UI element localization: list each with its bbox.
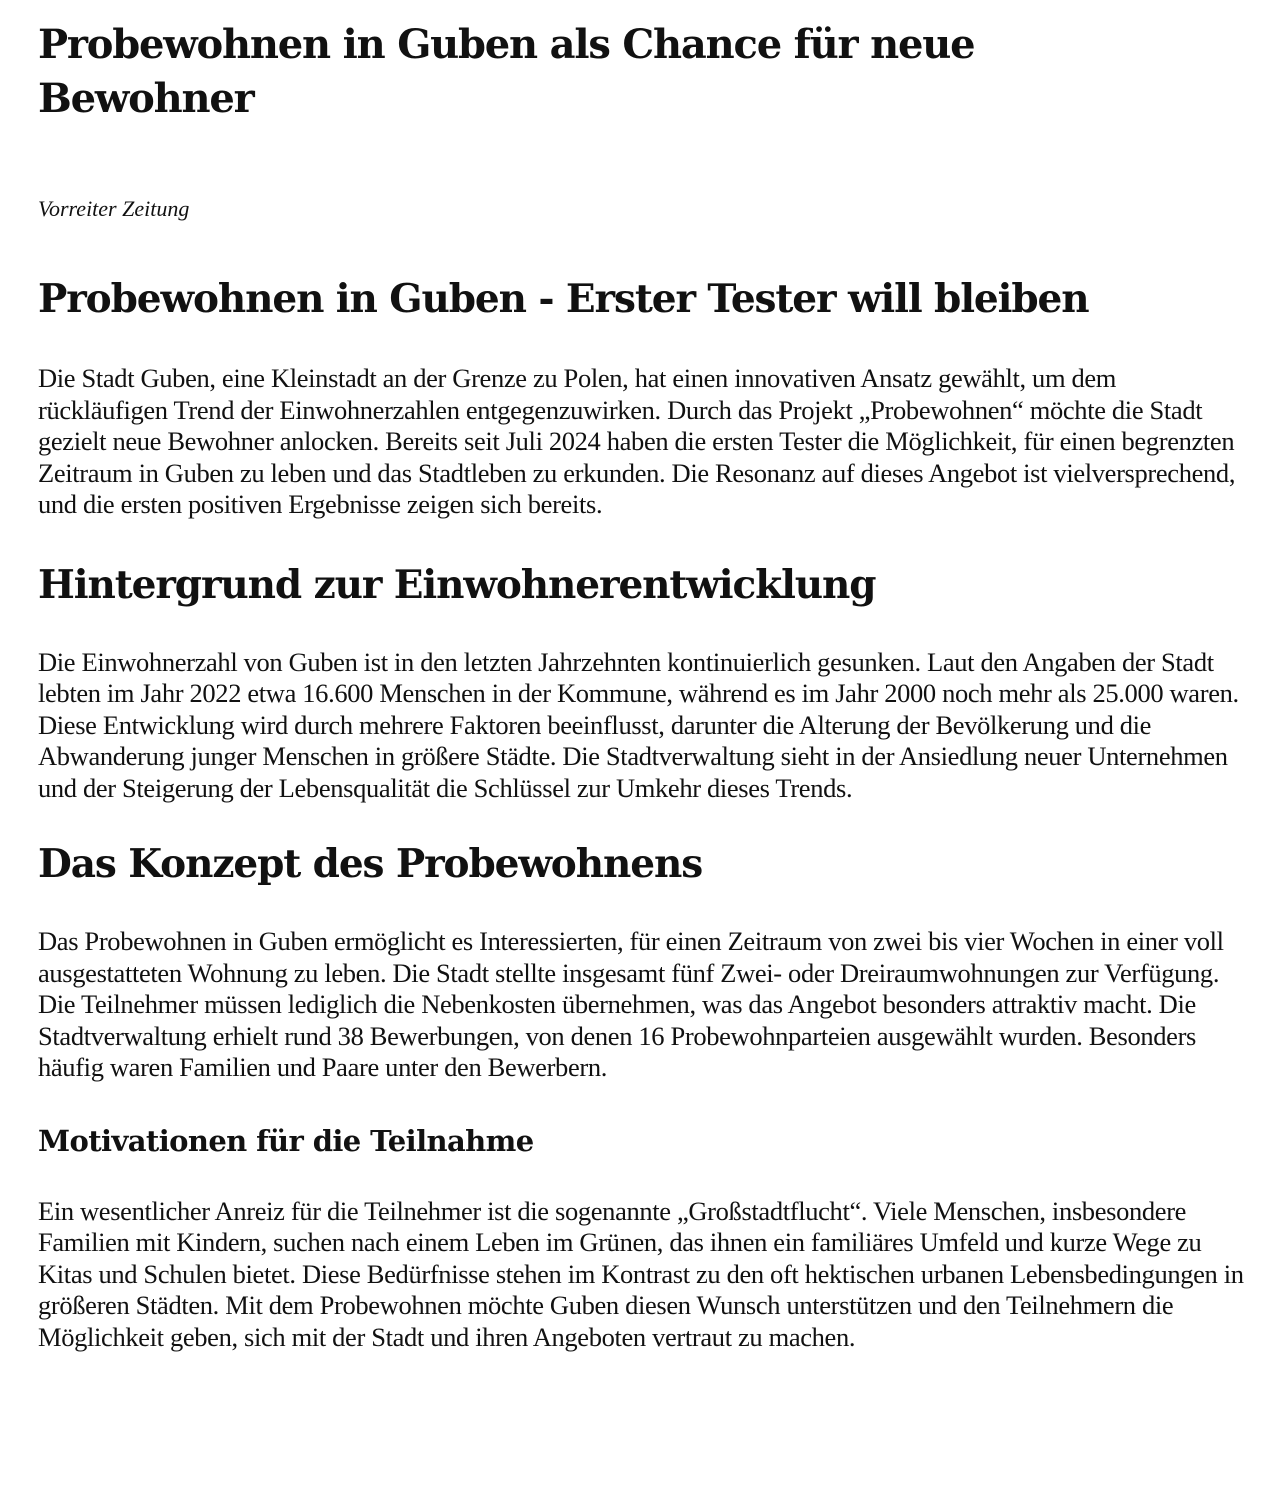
section-text-hintergrund: Die Einwohnerzahl von Guben ist in den letzten Jahrzehnten kontinuierlich gesunken. Laut den Angaben der Stadt lebten im Jahr 2022 etwa 16.600 Menschen in der Kommune, während es im Jahr 2000 noch mehr als 25.000 waren. Diese Entwicklung wird durch mehrere Faktoren beeinflusst, darunter die Alterung der Bevölkerung und die Abwanderung junger Menschen in größere Städte. Die Stadtverwaltung sieht in der Ansiedlung neuer Unternehmen und der Steigerung der Lebensqualität die Schlüssel zur Umkehr dieses Trends. (38, 646, 1239, 803)
section-heading-hintergrund: Hintergrund zur Einwohnerentwicklung (38, 561, 876, 608)
section-heading-konzept: Das Konzept des Probewohnens (38, 841, 703, 887)
article-title: Probewohnen in Guben als Chance für neue Bewohner (38, 21, 975, 122)
section-text-konzept: Das Probewohnen in Guben ermöglicht es Interessierten, für einen Zeitraum von zwei bis vier Wochen in einer voll ausgestatteten Wohnung zu leben. Die Stadt stellte insgesamt fünf Zwei- oder Dreiraumwohnungen zur Verfügung. Die Teilnehmer müssen lediglich die Nebenkosten übernehmen, was das Angebot besonders attraktiv macht. Die Stadtverwaltung erhielt rund 38 Bewerbungen, von denen 16 Probewohnparteien ausgewählt wurden. Besonders häufig waren Familien und Paare unter den Bewerbern. (38, 926, 1224, 1082)
section-text-motivation: Ein wesentlicher Anreiz für die Teilnehmer ist die sogenannte „Großstadtflucht“. Viele Menschen, insbesondere Familien mit Kindern, suchen nach einem Leben im Grünen, das ihnen ein familiäres Umfeld und kurze Wege zu Kitas und Schulen bietet. Diese Bedürfnisse stehen im Kontrast zu den oft hektischen urbanen Lebensbedingungen in größeren Städten. Mit dem Probewohnen möchte Guben diesen Wunsch unterstützen und den Teilnehmern die Möglichkeit geben, sich mit der Stadt und ihren Angeboten vertraut zu machen. (38, 1195, 1244, 1352)
section-heading-tester: Probewohnen in Guben - Erster Tester will bleiben (38, 276, 1089, 322)
section-heading-motivation: Motivationen für die Teilnahme (38, 1123, 534, 1158)
section-text-intro: Die Stadt Guben, eine Kleinstadt an der Grenze zu Polen, hat einen innovativen Ansatz gewählt, um dem rückläufigen Trend der Einwohnerzahlen entgegenzuwirken. Durch das Projekt „Probewohnen“ möchte die Stadt gezielt neue Bewohner anlocken. Bereits seit Juli 2024 haben die ersten Tester die Möglichkeit, für einen begrenzten Zeitraum in Guben zu leben und das Stadtleben zu erkunden. Die Resonanz auf dieses Angebot ist vielversprechend, und die ersten positiven Ergebnisse zeigen sich bereits. (38, 363, 1236, 519)
article-source: Vorreiter Zeitung (38, 196, 190, 221)
